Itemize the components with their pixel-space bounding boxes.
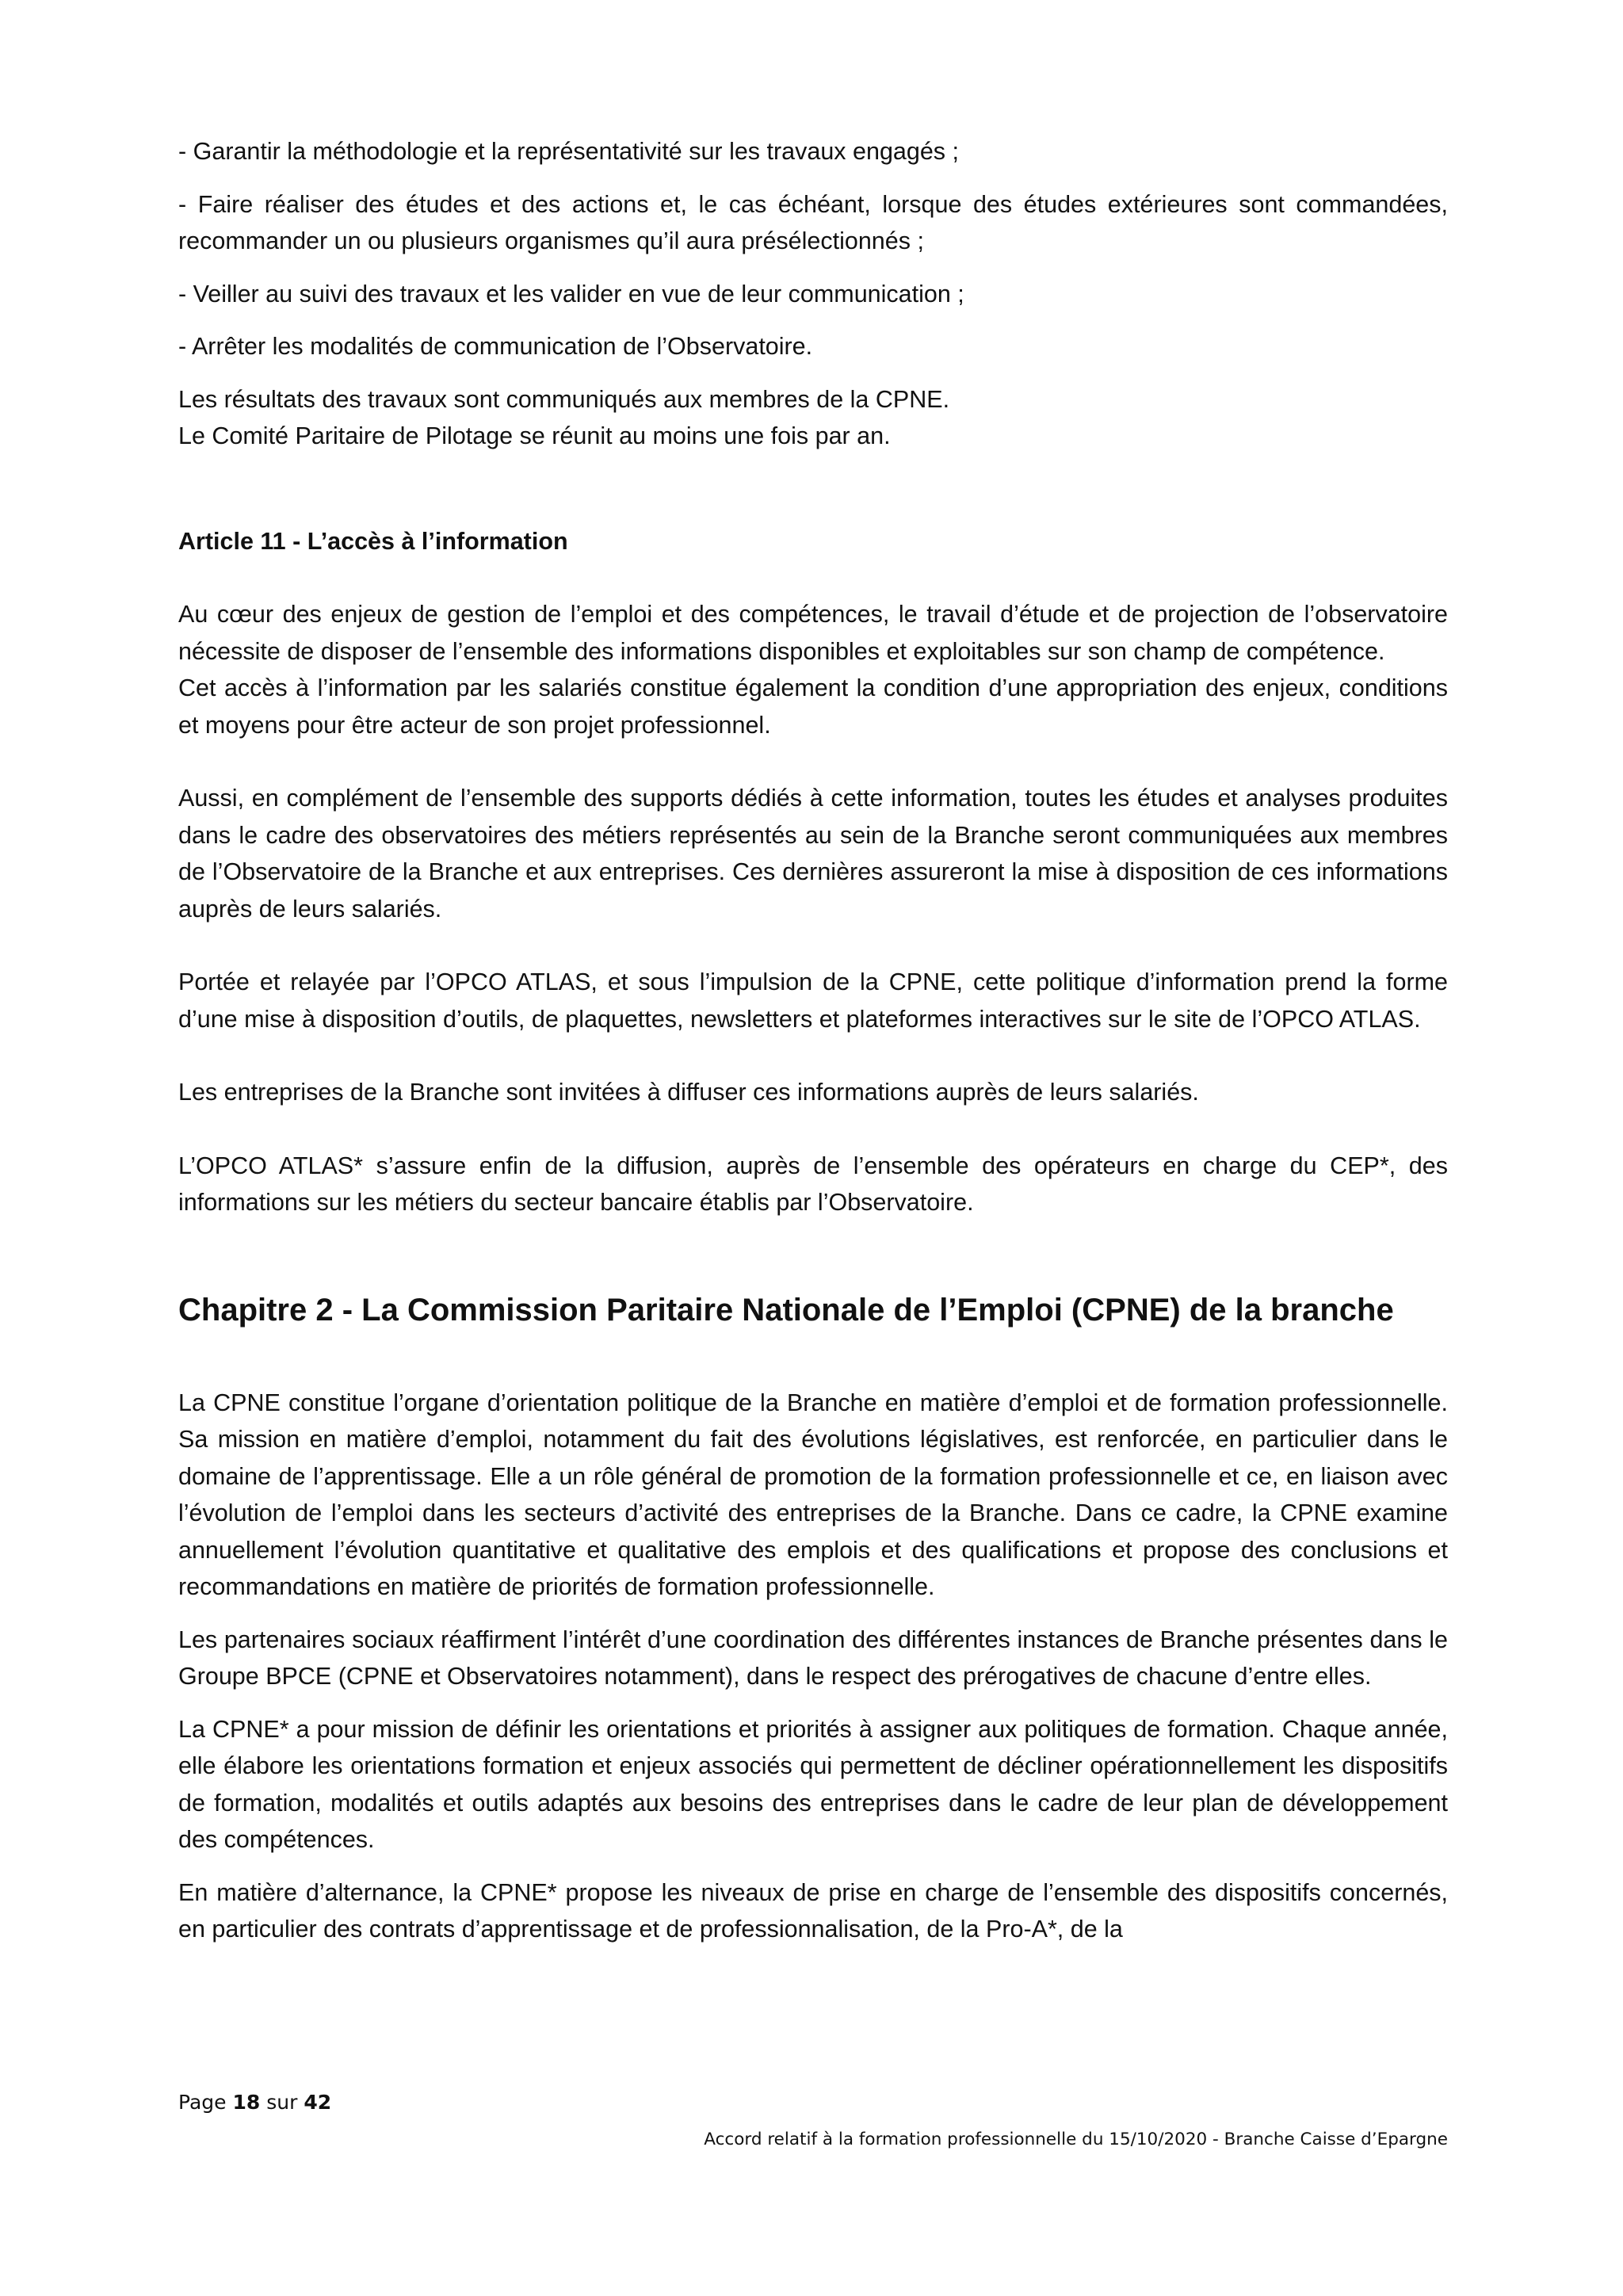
page-number bbox=[178, 2090, 331, 2115]
footer-accord-text: Accord relatif à la formation professionnelle du 15/10/2020 - Branche Caisse d’Epargne bbox=[704, 2130, 1448, 2149]
list-item: - Garantir la méthodologie et la représentativité sur les travaux engagés ; bbox=[178, 138, 959, 165]
chapter-2-paragraph: La CPNE constitue l’organe d’orientation politique de la Branche en matière d’emploi et de formation professionnelle. Sa mission en matière d’emploi, notamment du fait des évolutions législatives, est renforcée, en particulier dans le domaine de l’apprentissage. Elle a un rôle général de promotion de la formation professionnelle et ce, en liaison avec l’évolution de l’emploi dans les secteurs d’activité des entreprises de la Branche. Dans ce cadre, la CPNE examine annuellement l’évolution quantitative et qualitative des emplois et des qualifications et propose des conclusions et recommandations en matière de priorités de formation professionnelle. bbox=[178, 1389, 1448, 1600]
chapter-2-heading: Chapitre 2 - La Commission Paritaire Nationale de l’Emploi (CPNE) de la branche bbox=[178, 1292, 1394, 1328]
article-11-paragraph: Au cœur des enjeux de gestion de l’emploi et des compétences, le travail d’étude et de projection de l’observatoire nécessite de disposer de l’ensemble des informations disponibles et exploitables sur son champ de compétence. bbox=[178, 601, 1448, 665]
article-11-paragraph: Les entreprises de la Branche sont invitées à diffuser ces informations auprès de leurs salariés. bbox=[178, 1079, 1199, 1106]
list-item: - Arrêter les modalités de communication de l’Observatoire. bbox=[178, 333, 813, 360]
results-paragraph: Les résultats des travaux sont communiqués aux membres de la CPNE. bbox=[178, 385, 950, 413]
article-11-heading: Article 11 - L’accès à l’information bbox=[178, 527, 568, 555]
list-item: - Veiller au suivi des travaux et les valider en vue de leur communication ; bbox=[178, 280, 964, 308]
page-separator: sur bbox=[260, 2091, 304, 2114]
page-body bbox=[178, 133, 1448, 1948]
article-11-paragraph: Portée et relayée par l’OPCO ATLAS, et sous l’impulsion de la CPNE, cette politique d’information prend la forme d’une mise à disposition d’outils, de plaquettes, newsletters et plateformes interactives sur le site de l’OPCO ATLAS. bbox=[178, 968, 1448, 1033]
current-page: 18 bbox=[232, 2091, 261, 2114]
pilotage-paragraph: Le Comité Paritaire de Pilotage se réunit au moins une fois par an. bbox=[178, 422, 891, 449]
article-11-paragraph: Cet accès à l’information par les salariés constitue également la condition d’une appropriation des enjeux, conditions et moyens pour être acteur de son projet professionnel. bbox=[178, 674, 1448, 739]
article-11-paragraph: Aussi, en complément de l’ensemble des supports dédiés à cette information, toutes les études et analyses produites dans le cadre des observatoires des métiers représentés au sein de la Branche seront communiquées aux membres de l’Observatoire de la Branche et aux entreprises. Ces dernières assureront la mise à disposition de ces informations auprès de leurs salariés. bbox=[178, 785, 1448, 923]
page-prefix: Page bbox=[178, 2091, 233, 2114]
chapter-2-paragraph: La CPNE* a pour mission de définir les orientations et priorités à assigner aux politiques de formation. Chaque année, elle élabore les orientations formation et enjeux associés qui permettent de décliner opérationnellement les dispositifs de formation, modalités et outils adaptés aux besoins des entreprises dans le cadre de leur plan de développement des compétences. bbox=[178, 1715, 1448, 1853]
list-item: - Faire réaliser des études et des actions et, le cas échéant, lorsque des études extérieures sont commandées, recommander un ou plusieurs organismes qu’il aura présélectionnés ; bbox=[178, 190, 1448, 254]
article-11-paragraph: L’OPCO ATLAS* s’assure enfin de la diffusion, auprès de l’ensemble des opérateurs en charge du CEP*, des informations sur les métiers du secteur bancaire établis par l’Observatoire. bbox=[178, 1152, 1448, 1216]
chapter-2-paragraph: Les partenaires sociaux réaffirment l’intérêt d’une coordination des différentes instances de Branche présentes dans le Groupe BPCE (CPNE et Observatoires notamment), dans le respect des prérogatives de chacune d’entre elles. bbox=[178, 1626, 1448, 1690]
chapter-2-paragraph: En matière d’alternance, la CPNE* propose les niveaux de prise en charge de l’ensemble des dispositifs concernés, en particulier des contrats d’apprentissage et de professionnalisation, de la Pro-A*, de la bbox=[178, 1878, 1448, 1943]
total-pages: 42 bbox=[304, 2091, 332, 2114]
